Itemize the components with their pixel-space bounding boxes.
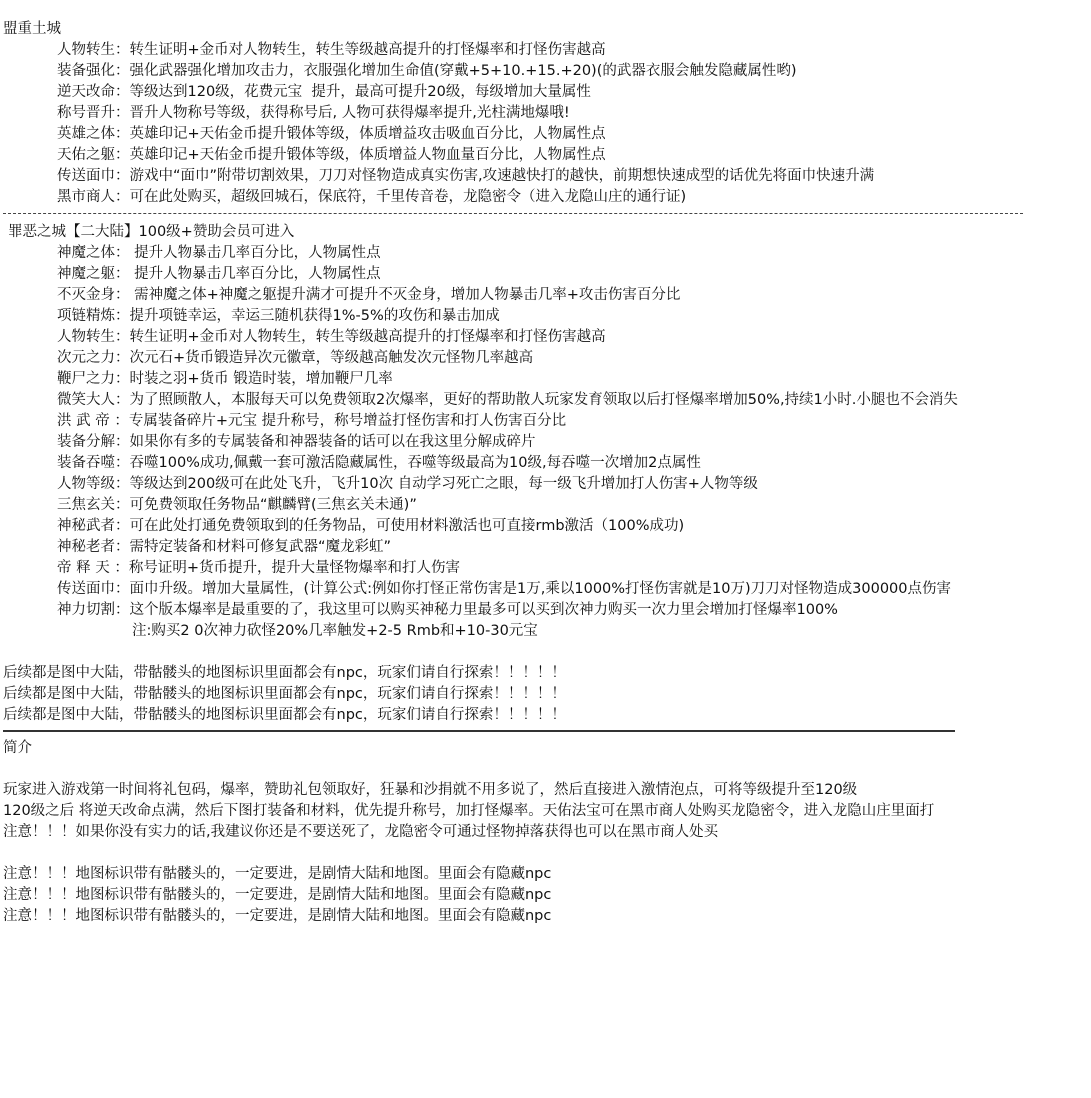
entry-label: 黑市商人：	[57, 189, 130, 205]
entry	[3, 537, 1091, 558]
entry	[3, 516, 1091, 537]
entry-label: 洪 武 帝 ：	[57, 413, 129, 429]
entry-text: 提升人物暴击几率百分比，人物属性点	[129, 245, 381, 261]
entry-text: 称号证明+货币提升，提升大量怪物爆率和打人伤害	[128, 560, 460, 576]
entry-text: 需神魔之体+神魔之躯提升满才可提升不灭金身，增加人物暴击几率+攻击伤害百分比	[129, 287, 681, 303]
repeat-notice: 后续都是图中大陆，带骷髅头的地图标识里面都会有npc，玩家们请自行探索！！！！！	[3, 707, 566, 723]
entry	[3, 558, 1091, 579]
entry	[3, 145, 1091, 166]
entry-label: 次元之力：	[57, 350, 130, 366]
entry-label: 装备吞噬：	[57, 455, 130, 471]
entry-label: 项链精炼：	[57, 308, 130, 324]
entry	[3, 474, 1091, 495]
entry	[3, 453, 1091, 474]
entry-label: 神魔之体：	[57, 245, 130, 261]
entry-label: 微笑大人：	[57, 392, 130, 408]
entry	[3, 264, 1091, 285]
intro-paragraph: 120级之后 将逆天改命点满，然后下图打装备和材料，优先提升称号，加打怪爆率。天佑法宝可在黑市商人处购买龙隐密令，进入龙隐山庄里面打	[3, 803, 935, 819]
entry-label: 人物转生：	[57, 42, 130, 58]
entry-label: 传送面巾：	[57, 581, 130, 597]
entry-text: 吞噬100%成功,佩戴一套可激活隐藏属性，吞噬等级最高为10级,每吞噬一次增加2点属性	[129, 455, 701, 471]
entry-text: 转生证明+金币对人物转生，转生等级越高提升的打怪爆率和打怪伤害越高	[129, 42, 606, 58]
entry-text: 时装之羽+货币 锻造时装，增加鞭尸几率	[129, 371, 393, 387]
entry-text: 等级达到200级可在此处飞升，飞升10次 自动学习死亡之眼，每一级飞升增加打人伤害+人物等级	[129, 476, 758, 492]
entry-text: 可免费领取任务物品“麒麟臂(三焦玄关未通)”	[129, 497, 417, 513]
entry-text: 如果你有多的专属装备和神器装备的话可以在我这里分解成碎片	[129, 434, 536, 450]
solid-divider	[3, 726, 1091, 738]
entry-text: 转生证明+金币对人物转生，转生等级越高提升的打怪爆率和打怪伤害越高	[129, 329, 606, 345]
repeat-notice: 后续都是图中大陆，带骷髅头的地图标识里面都会有npc，玩家们请自行探索！！！！！	[3, 665, 566, 681]
repeat-notice-block	[3, 663, 1091, 726]
entry	[3, 411, 1091, 432]
entry-label: 英雄之体：	[57, 126, 130, 142]
entry-text: 次元石+货币锻造异次元徽章，等级越高触发次元怪物几率越高	[129, 350, 534, 366]
entry-text: 游戏中“面巾”附带切割效果，刀刀对怪物造成真实伤害,攻速越快打的越快，前期想快速成型的话优先将面巾快速升满	[129, 168, 875, 184]
entry-text: 这个版本爆率是最重要的了，我这里可以购买神秘力里最多可以买到次神力购买一次力里会增加打怪爆率100%	[129, 602, 838, 618]
entry-text: 提升人物暴击几率百分比，人物属性点	[129, 266, 381, 282]
entry	[3, 124, 1091, 145]
entry-text: 提升项链幸运，幸运三随机获得1%-5%的攻伤和暴击加成	[129, 308, 500, 324]
entry	[3, 348, 1091, 369]
intro-paragraph: 注意！！！如果你没有实力的话,我建议你还是不要送死了，龙隐密令可通过怪物掉落获得也可以在黑市商人处买	[3, 824, 719, 840]
entry-text: 专属装备碎片+元宝 提升称号，称号增益打怪伤害和打人伤害百分比	[128, 413, 567, 429]
entry-label: 不灭金身：	[57, 287, 130, 303]
entry-text: 晋升人物称号等级，获得称号后, 人物可获得爆率提升,光柱满地爆哦!	[129, 105, 570, 121]
entry-label: 天佑之躯：	[57, 147, 130, 163]
entry-label: 人物转生：	[57, 329, 130, 345]
entry-label: 装备强化：	[57, 63, 130, 79]
entry	[3, 495, 1091, 516]
entry	[3, 187, 1091, 208]
entry-label: 人物等级：	[57, 476, 130, 492]
entry-text: 强化武器强化增加攻击力，衣服强化增加生命值(穿戴+5+10.+15.+20)(的武器衣服会触发隐藏属性哟)	[129, 63, 797, 79]
intro-title: 简介	[3, 740, 32, 756]
document	[3, 19, 1091, 927]
warning-line: 注意！！！地图标识带有骷髅头的，一定要进，是剧情大陆和地图。里面会有隐藏npc	[3, 908, 552, 924]
entry	[3, 243, 1091, 264]
section-title-mengzhong: 盟重土城	[3, 21, 61, 37]
entry-label: 神秘武者：	[57, 518, 130, 534]
entry-label: 称号晋升：	[57, 105, 130, 121]
entry-label: 神魔之躯：	[57, 266, 130, 282]
entry-text: 英雄印记+天佑金币提升锻体等级，体质增益人物血量百分比，人物属性点	[129, 147, 606, 163]
section-zuie-entries	[3, 243, 1091, 642]
entry-label: 三焦玄关：	[57, 497, 130, 513]
entry	[3, 166, 1091, 187]
intro-paragraphs	[3, 780, 1091, 843]
entry	[3, 103, 1091, 124]
warning-line: 注意！！！地图标识带有骷髅头的，一定要进，是剧情大陆和地图。里面会有隐藏npc	[3, 887, 552, 903]
entry	[3, 61, 1091, 82]
entry-text: 可在此处购买，超级回城石，保底符，千里传音卷，龙隐密令（进入龙隐山庄的通行证)	[129, 189, 687, 205]
entry-label: 帝 释 天 ：	[57, 560, 129, 576]
dashed-divider	[3, 208, 1091, 222]
entry	[3, 82, 1091, 103]
entry-label: 装备分解：	[57, 434, 130, 450]
repeat-notice: 后续都是图中大陆，带骷髅头的地图标识里面都会有npc，玩家们请自行探索！！！！！	[3, 686, 566, 702]
entry	[3, 285, 1091, 306]
section-title-zuie: 罪恶之城【二大陆】100级+赞助会员可进入	[8, 224, 295, 240]
entry-label: 传送面巾：	[57, 168, 130, 184]
entry-text: 需特定装备和材料可修复武器“魔龙彩虹”	[129, 539, 392, 555]
entry	[3, 390, 1091, 411]
entry-text: 可在此处打通免费领取到的任务物品，可使用材料激活也可直接rmb激活（100%成功)	[129, 518, 685, 534]
entry-label: 神力切割：	[57, 602, 130, 618]
entry	[3, 327, 1091, 348]
entry-text: 等级达到120级，花费元宝 提升，最高可提升20级，每级增加大量属性	[129, 84, 591, 100]
section-mengzhong-entries	[3, 40, 1091, 208]
entry	[3, 600, 1091, 621]
intro-warnings	[3, 864, 1091, 927]
entry-label: 神秘老者：	[57, 539, 130, 555]
warning-line: 注意！！！地图标识带有骷髅头的，一定要进，是剧情大陆和地图。里面会有隐藏npc	[3, 866, 552, 882]
entry-text: 面巾升级。增加大量属性，(计算公式:例如你打怪正常伤害是1万,乘以1000%打怪伤害就是10万)刀刀对怪物造成300000点伤害	[129, 581, 952, 597]
entry-label: 逆天改命：	[57, 84, 130, 100]
entry	[3, 40, 1091, 61]
entry	[3, 432, 1091, 453]
entry-label: 鞭尸之力：	[57, 371, 130, 387]
entry-text: 为了照顾散人，本服每天可以免费领取2次爆率，更好的帮助散人玩家发育领取以后打怪爆率增加50%,持续1小时.小腿也不会消失	[129, 392, 958, 408]
entry	[3, 306, 1091, 327]
entry-text: 英雄印记+天佑金币提升锻体等级，体质增益攻击吸血百分比，人物属性点	[129, 126, 606, 142]
intro-paragraph: 玩家进入游戏第一时间将礼包码，爆率，赞助礼包领取好，狂暴和沙捐就不用多说了，然后直接进入激情泡点，可将等级提升至120级	[3, 782, 858, 798]
entry	[3, 369, 1091, 390]
entry	[3, 579, 1091, 600]
purchase-note: 注:购买2 0次神力砍怪20%几率触发+2-5 Rmb和+10-30元宝	[132, 623, 538, 639]
